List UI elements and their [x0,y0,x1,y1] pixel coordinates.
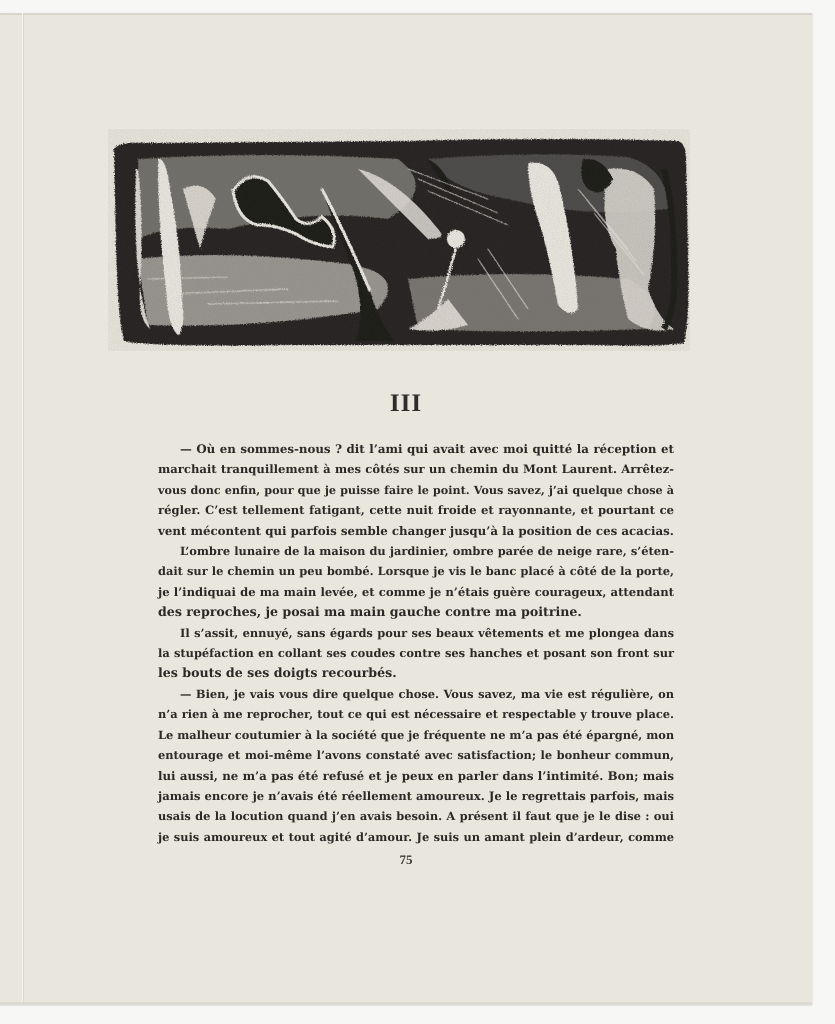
text-line: n’a rien à me reprocher, tout ce qui est nécessaire et respectable y trouve place. [158,707,674,722]
page-bottom-edge [0,1002,812,1005]
text-line: les bouts de ses doigts recourbés. [158,665,397,681]
chapter-heading: III [389,390,423,417]
text-line: régler. C’est tellement fatigant, cette nuit froide et rayonnante, et pourtant ce [158,503,674,518]
paragraph [136,541,674,623]
lithograph-print-icon [108,129,690,351]
text-line: jamais encore je n’avais été réellement amoureux. Je le regrettais parfois, mais [158,788,675,803]
text-line: — Où en sommes-nous ? dit l’ami qui avait avec moi quitté la réception et [180,442,674,456]
text-line: marchait tranquillement à mes côtés sur un chemin du Mont Laurent. Arrêtez- [158,462,674,477]
text-line: lui aussi, ne m’a pas été refusé et je peux en parler dans l’intimité. Bon; mais [158,768,674,783]
text-line: vous donc enfin, pour que je puisse faire le point. Vous savez, j’ai quelque chose à [158,482,674,497]
body-text [136,439,674,847]
text-line: L’ombre lunaire de la maison du jardinier, ombre parée de neige rare, s’éten- [180,544,674,559]
text-line: je l’indiquai de ma main levée, et comme je n’étais guère courageux, attendant [158,584,674,599]
text-line: Il s’assit, ennuyé, sans égards pour ses beaux vêtements et me plongea dans [180,625,674,640]
paragraph [136,439,674,541]
text-line: — Bien, je vais vous dire quelque chose. Vous savez, ma vie est régulière, on [180,686,674,701]
text-line: des reproches, je posai ma main gauche contre ma poitrine. [158,604,582,620]
text-line: Le malheur coutumier à la société que je fréquente ne m’a pas été épargné, mon [158,727,675,742]
page-number: 75 [399,852,413,867]
page-top-edge [0,13,812,15]
print-grain [108,129,690,351]
text-line: la stupéfaction en collant ses coudes contre ses hanches et posant son front sur [158,646,674,661]
text-line: usais de la locution quand j’en avais besoin. A présent il faut que je le dise : oui [158,809,674,824]
text-line: vent mécontent qui parfois semble changer jusqu’à la position de ces acacias. [158,523,674,538]
text-line: dait sur le chemin un peu bombé. Lorsque je vis le banc placé à côté de la porte, [158,564,674,579]
paragraph [136,623,674,684]
paragraph [136,684,674,847]
text-line: entourage et moi-même l’avons constaté avec satisfaction; le bonheur commun, [158,748,674,763]
book-page [0,13,812,1005]
text-line: je suis amoureux et tout agité d’amour. Je suis un amant plein d’ardeur, comme [158,829,674,844]
